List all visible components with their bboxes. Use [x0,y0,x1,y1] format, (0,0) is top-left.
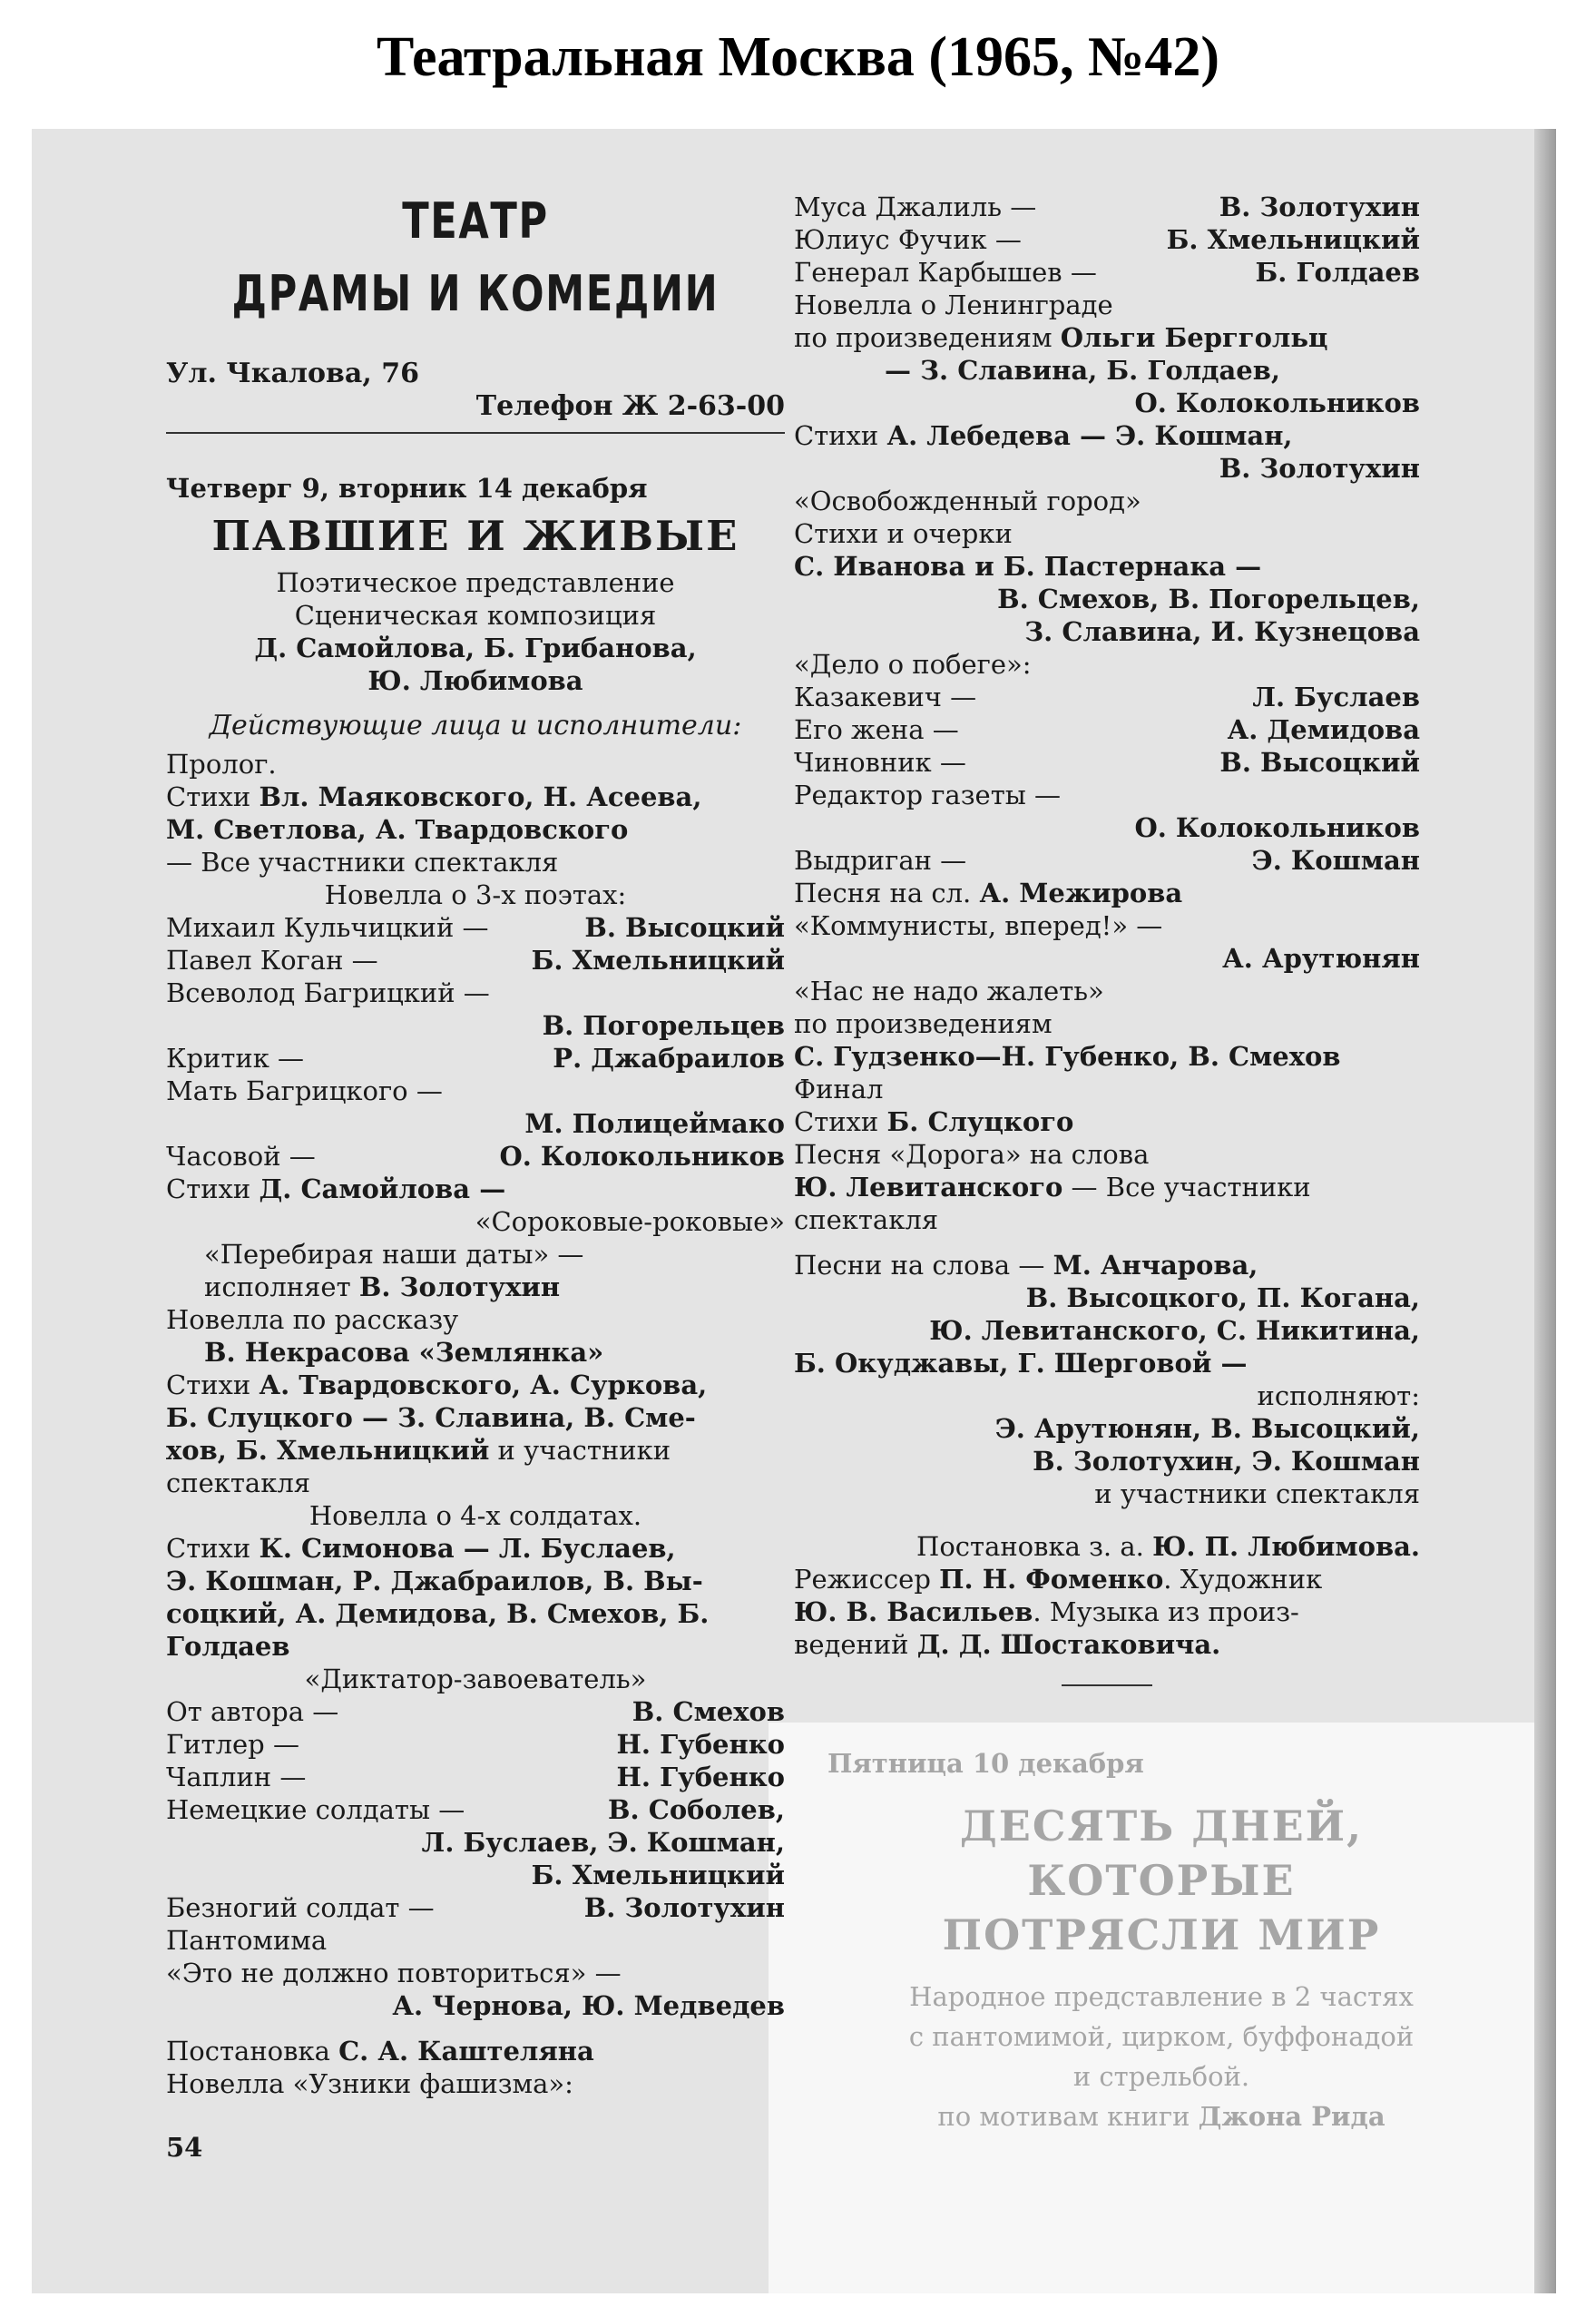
cast-row: Михаил Кульчицкий — В. Высоцкий [166,912,785,943]
cast-line: «Нас не надо жалеть» [794,976,1104,1006]
cast-line: — З. Славина, Б. Голдаев, [885,355,1280,386]
credits-line: Режиссер П. Н. Фоменко. Художник [794,1564,1323,1595]
cast-row: Немецкие солдаты — В. Соболев, [166,1794,785,1825]
cast-line: Новелла о 3-х поэтах: [324,879,627,910]
theatre-address: Ул. Чкалова, 76 [166,358,419,389]
cast-line: В. Погорельцев [542,1010,785,1041]
left-column [166,183,785,2164]
cast-line: Песни на слова — М. Анчарова, [794,1250,1258,1281]
cast-line: А. Арутюнян [1222,943,1420,974]
cast-line: Постановка С. А. Каштеляна [166,2036,594,2066]
cast-line: Пантомима [166,1925,328,1956]
cast-row: Юлиус Фучик — Б. Хмельницкий [794,224,1420,255]
cast-line: С. Иванова и Б. Пастернака — [794,551,1262,582]
divider [166,432,785,434]
cast-line: Л. Буслаев, Э. Кошман, [421,1827,785,1858]
cast-line: Стихи Б. Слуцкого [794,1106,1074,1137]
cast-line: С. Гудзенко—Н. Губенко, В. Смехов [794,1041,1341,1072]
theatre-name-line2: ДРАМЫ И КОМЕДИИ [231,265,720,322]
cast-line: А. Чернова, Ю. Медведев [392,1990,785,2021]
cast-line: исполняет В. Золотухин [204,1271,561,1302]
cast-line: М. Светлова, А. Твардовского [166,814,629,845]
cast-line: Новелла о 4-х солдатах. [308,1500,642,1531]
cast-row: Павел Коган — Б. Хмельницкий [166,945,785,976]
credits-line: Ю. В. Васильев. Музыка из произ- [794,1596,1299,1627]
cast-line: В. Некрасова «Землянка» [204,1337,604,1368]
cast-row: Часовой — О. Колокольников [166,1141,785,1172]
scanned-page [32,129,1556,2293]
cast-line: «Перебирая наши даты» — [204,1239,584,1270]
cast-line: Э. Арутюнян, В. Высоцкий, [994,1413,1420,1444]
page-number: 54 [166,2132,203,2163]
cast-line: Б. Слуцкого — З. Славина, В. Сме- [166,1402,696,1433]
cast-line: Э. Кошман, Р. Джабраилов, В. Вы- [166,1566,703,1596]
theatre-name-line1: ТЕАТР [402,192,549,250]
cast-line: спектакля [166,1468,311,1498]
cast-line: М. Полицеймако [524,1108,785,1139]
cast-line: О. Колокольников [1134,388,1420,418]
cast-line: исполняют: [1257,1380,1420,1411]
cast-line: Песня на сл. А. Межирова [794,878,1183,908]
cast-line: Б. Хмельницкий [531,1860,785,1890]
cast-line: — Все участники спектакля [166,847,559,878]
cast-row: Критик — Р. Джабраилов [166,1043,785,1074]
cast-row: Чиновник — В. Высоцкий [794,747,1420,778]
cast-line: Новелла по рассказу [166,1304,459,1335]
right-column [794,191,1420,1686]
cast-line: Финал [794,1074,884,1104]
cast-row: Чаплин — Н. Губенко [166,1762,785,1792]
cast-row: Генерал Карбышев — Б. Голдаев [794,257,1420,288]
cast-line: «Диктатор-завоеватель» [304,1664,647,1694]
cast-line: Редактор газеты — [794,780,1062,810]
cast-row: Казакевич — Л. Буслаев [794,682,1420,712]
cast-line: Песня «Дорога» на слова [794,1139,1150,1170]
cast-row: Муса Джалиль — В. Золотухин [794,191,1420,222]
show-dates: Четверг 9, вторник 14 декабря [166,473,648,504]
cast-line: Пролог. [166,749,277,780]
cast-line: Стихи А. Лебедева — Э. Кошман, [794,420,1293,451]
cast-line: Новелла «Узники фашизма»: [166,2068,573,2099]
next-show-description: Народное представление в 2 частях с пантомимой, цирком, буффонадой и стрельбой. по мотивам книги Джона Рида [908,1981,1415,2132]
show-authors: Д. Самойлова, Б. Грибанова, [254,633,697,663]
theatre-phone: Телефон Ж 2-63-00 [475,390,785,422]
cast-line: Стихи Д. Самойлова — [166,1173,506,1204]
show-genre: Поэтическое представление [276,567,675,598]
cast-line: Стихи Вл. Маяковского, Н. Асеева, [166,781,702,812]
cast-line: соцкий, А. Демидова, В. Смехов, Б. [166,1598,710,1629]
cast-line: Голдаев [166,1631,290,1662]
cast-line: Мать Багрицкого — [166,1075,443,1106]
show-authors: Ю. Любимова [367,665,583,696]
cast-line: по произведениям [794,1008,1053,1039]
cast-line: Ю. Левитанского — Все участники [794,1172,1311,1203]
credits-line: ведений Д. Д. Шостаковича. [794,1629,1221,1660]
cast-row: Безногий солдат — В. Золотухин [166,1892,785,1923]
cast-line: В. Золотухин, Э. Кошман [1033,1446,1420,1477]
cast-line: «Освобожденный город» [794,486,1141,516]
cast-line: по произведениям Ольги Берггольц [794,322,1328,353]
document-title: Театральная Москва (1965, №42) [376,26,1219,88]
cast-line: хов, Б. Хмельницкий и участники [166,1435,671,1466]
divider [1062,1684,1152,1686]
next-show-title: ДЕСЯТЬ ДНЕЙ, КОТОРЫЕ ПОТРЯСЛИ МИР [942,1801,1381,1959]
cast-line: «Дело о побеге»: [794,649,1032,680]
cast-line: Стихи А. Твардовского, А. Суркова, [166,1369,708,1400]
cast-line: З. Славина, И. Кузнецова [1024,616,1420,647]
cast-line: спектакля [794,1204,939,1235]
page-edge-shadow [1534,129,1556,2293]
show-title: ПАВШИЕ И ЖИВЫЕ [211,512,739,560]
cast-line: Новелла о Ленинграде [794,290,1113,320]
cast-line: Стихи К. Симонова — Л. Буслаев, [166,1533,676,1564]
cast-line: Стихи и очерки [794,518,1013,549]
cast-line: и участники спектакля [1094,1478,1420,1509]
cast-row: Выдриган — Э. Кошман [794,845,1420,876]
cast-line: В. Золотухин [1219,453,1420,484]
show-composition: Сценическая композиция [294,600,657,631]
cast-line: В. Высоцкого, П. Когана, [1025,1282,1420,1313]
cast-line: «Это не должно повториться» — [166,1958,622,1988]
cast-line: Б. Окуджавы, Г. Шерговой — [794,1348,1248,1379]
cast-line: О. Колокольников [1134,812,1420,843]
cast-line: «Коммунисты, вперед!» — [794,910,1163,941]
credits-line: Постановка з. а. Ю. П. Любимова. [916,1531,1420,1562]
cast-line: Ю. Левитанского, С. Никитина, [929,1315,1420,1346]
cast-row: От автора — В. Смехов [166,1696,785,1727]
cast-row: Его жена — А. Демидова [794,714,1420,745]
cast-line: Всеволод Багрицкий — [166,977,490,1008]
cast-line: В. Смехов, В. Погорельцев, [997,584,1420,614]
next-show-date: Пятница 10 декабря [827,1748,1144,1779]
cast-line: «Сороковые-роковые» [475,1206,785,1237]
cast-row: Гитлер — Н. Губенко [166,1729,785,1760]
cast-heading: Действующие лица и исполнители: [209,710,742,741]
